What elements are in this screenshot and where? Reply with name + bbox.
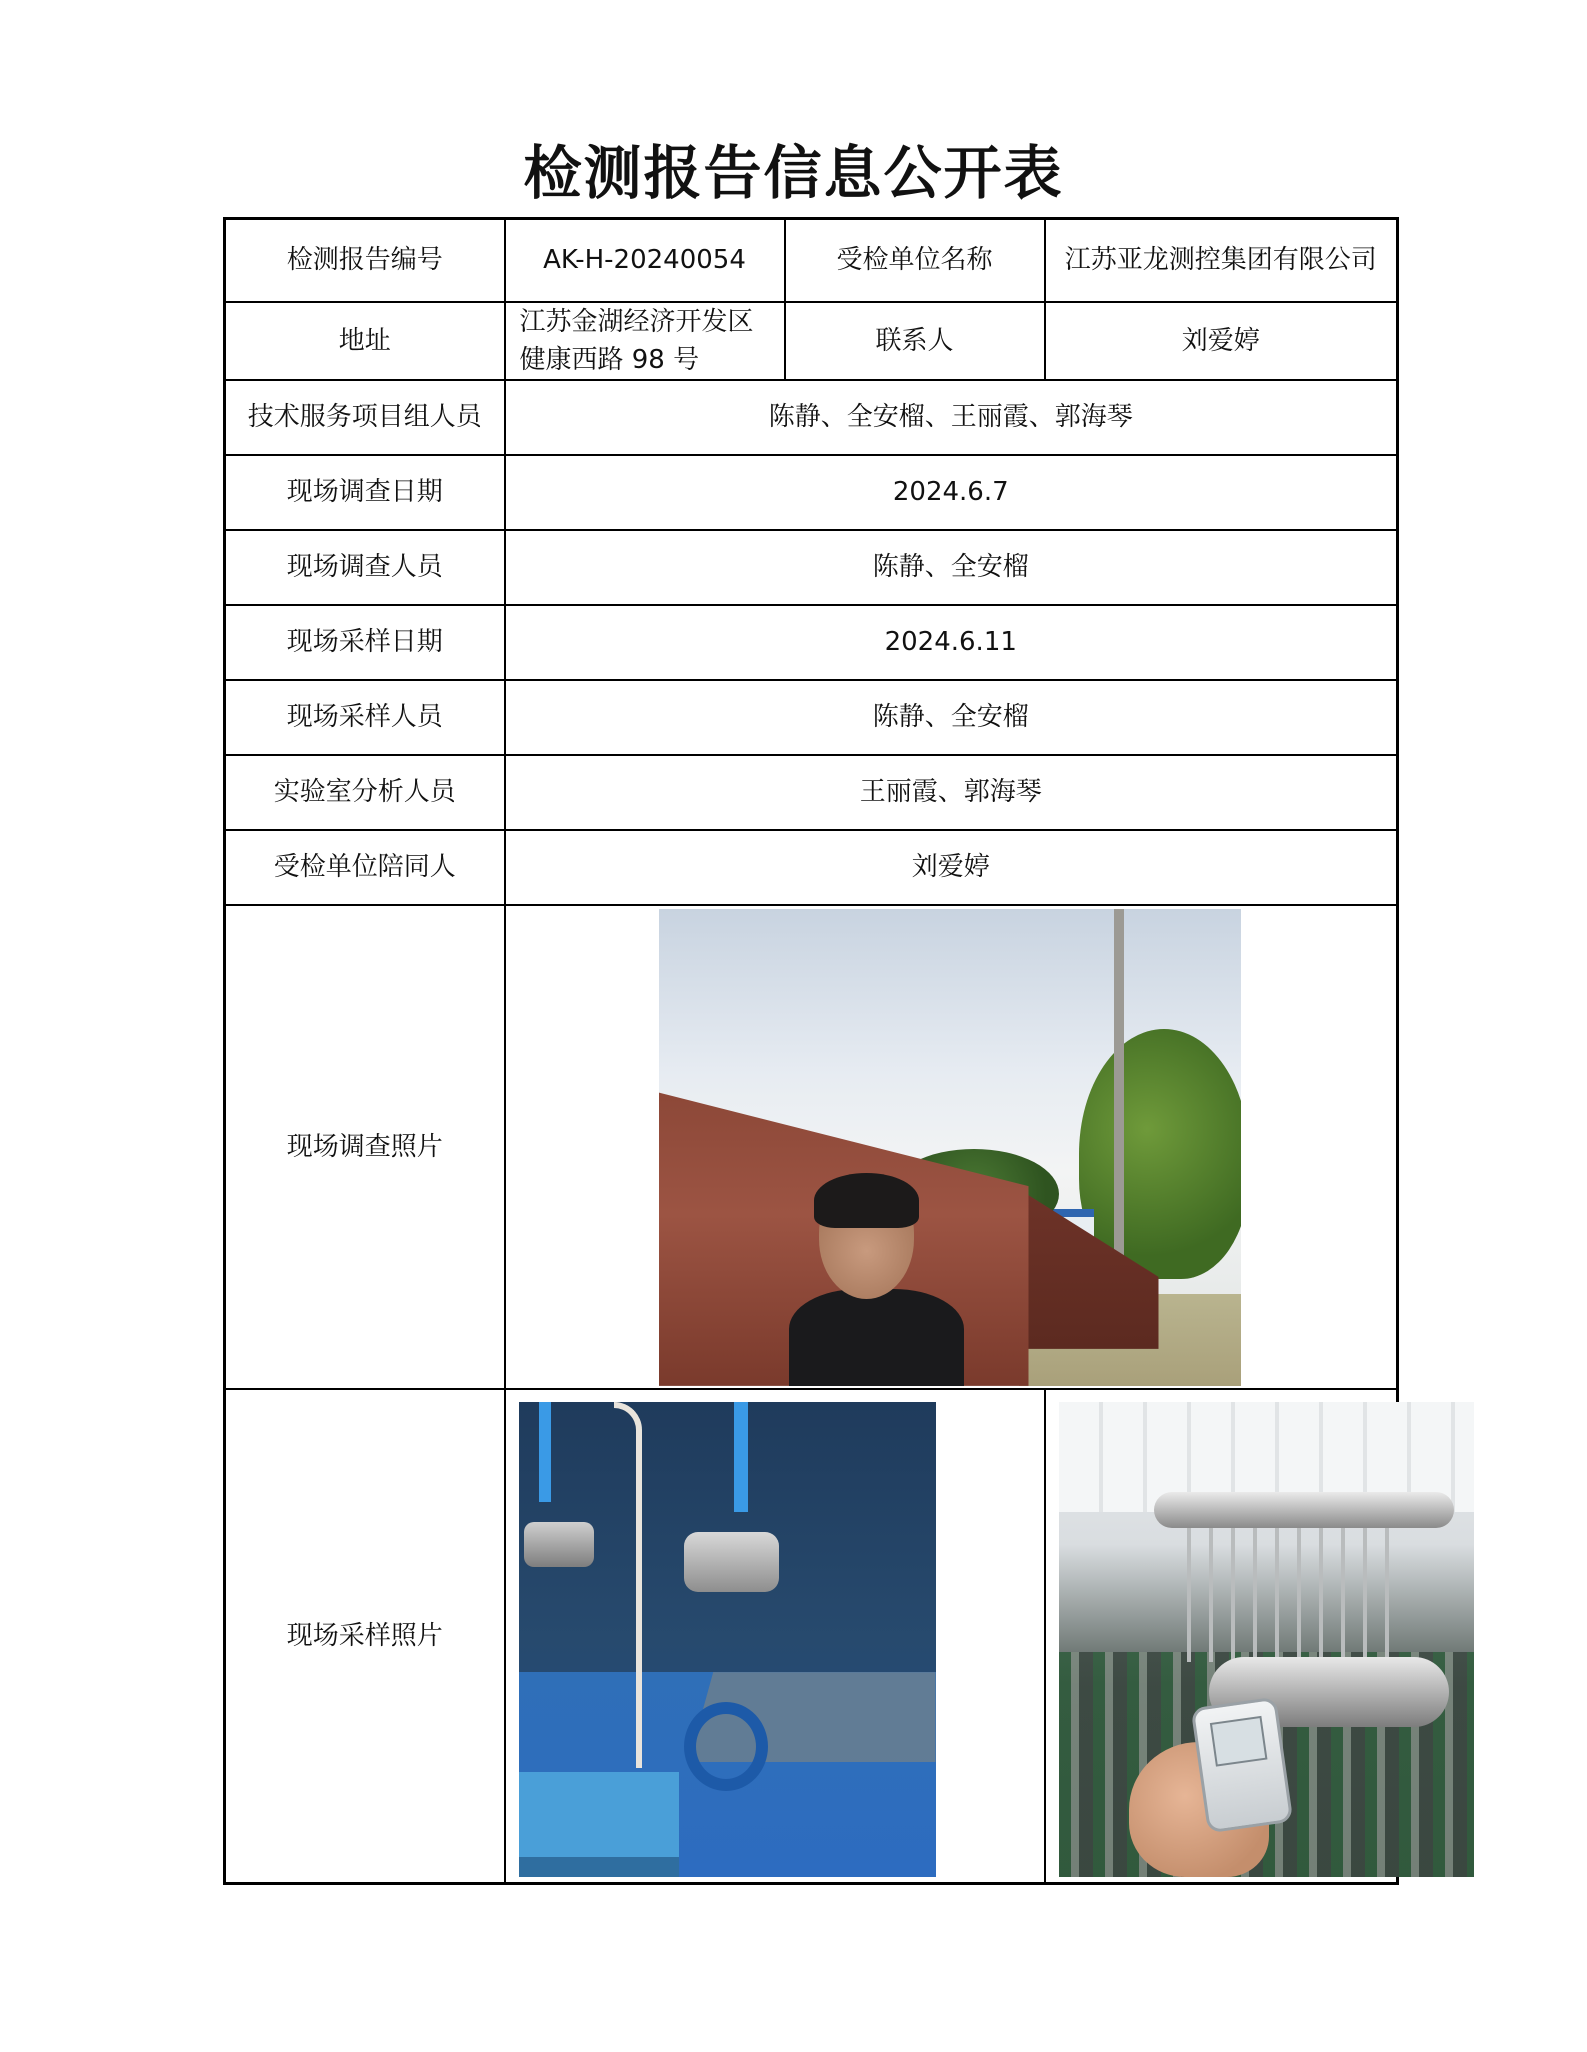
escort-label: 受检单位陪同人 (225, 830, 505, 905)
contact-label: 联系人 (785, 302, 1045, 380)
project-team-value: 陈静、全安榴、王丽霞、郭海琴 (505, 380, 1398, 455)
sampling-photo-2 (1059, 1402, 1474, 1877)
survey-date-label: 现场调查日期 (225, 455, 505, 530)
table-row (225, 905, 1398, 1389)
survey-date-value: 2024.6.7 (505, 455, 1398, 530)
support-arm-shape (734, 1402, 748, 1512)
report-table (223, 217, 1399, 1885)
sampling-date-label: 现场采样日期 (225, 605, 505, 680)
lab-staff-label: 实验室分析人员 (225, 755, 505, 830)
table-row (225, 455, 1398, 530)
report-no-label: 检测报告编号 (225, 219, 505, 302)
table-row (225, 680, 1398, 755)
address-label: 地址 (225, 302, 505, 380)
person-body-shape (789, 1289, 964, 1386)
equipment-box-shape (519, 1772, 679, 1877)
table-row (225, 605, 1398, 680)
table-row (225, 1389, 1398, 1883)
survey-staff-label: 现场调查人员 (225, 530, 505, 605)
sound-level-meter-shape (1190, 1697, 1293, 1834)
person-shape (794, 1179, 964, 1386)
project-team-label: 技术服务项目组人员 (225, 380, 505, 455)
survey-photo-label: 现场调查照片 (225, 905, 505, 1389)
flowmeter-shape (524, 1522, 594, 1567)
tree-shape (1079, 1029, 1241, 1279)
contact-value: 刘爱婷 (1045, 302, 1398, 380)
utility-pole-shape (1114, 909, 1124, 1299)
frame-shape (1169, 1522, 1399, 1662)
survey-staff-value: 陈静、全安榴 (505, 530, 1398, 605)
unit-name-value: 江苏亚龙测控集团有限公司 (1045, 219, 1398, 302)
flowmeter-shape (684, 1532, 779, 1592)
sampling-staff-value: 陈静、全安榴 (505, 680, 1398, 755)
pipe-shape (614, 1402, 642, 1768)
person-hair-shape (814, 1173, 919, 1228)
page-title: 检测报告信息公开表 (523, 139, 1064, 207)
sampling-photo-label: 现场采样照片 (225, 1389, 505, 1883)
sampling-staff-label: 现场采样人员 (225, 680, 505, 755)
sampling-photo-cell-1 (505, 1389, 1045, 1883)
sampling-date-value: 2024.6.11 (505, 605, 1398, 680)
lab-staff-value: 王丽霞、郭海琴 (505, 755, 1398, 830)
table-row (225, 219, 1398, 302)
table-row (225, 830, 1398, 905)
survey-photo (659, 909, 1241, 1386)
unit-name-label: 受检单位名称 (785, 219, 1045, 302)
sampling-photo-cell-2 (1045, 1389, 1398, 1883)
table-row (225, 530, 1398, 605)
pipe-ring-shape (684, 1702, 768, 1791)
escort-value: 刘爱婷 (505, 830, 1398, 905)
sampling-photo-1 (519, 1402, 936, 1877)
survey-photo-cell (505, 905, 1398, 1389)
tank-shape (1154, 1492, 1454, 1528)
table-row (225, 755, 1398, 830)
address-value: 江苏金湖经济开发区健康西路 98 号 (505, 302, 785, 380)
support-arm-shape (539, 1402, 551, 1502)
table-row (225, 380, 1398, 455)
table-row (225, 302, 1398, 380)
report-no-value: AK-H-20240054 (505, 219, 785, 302)
